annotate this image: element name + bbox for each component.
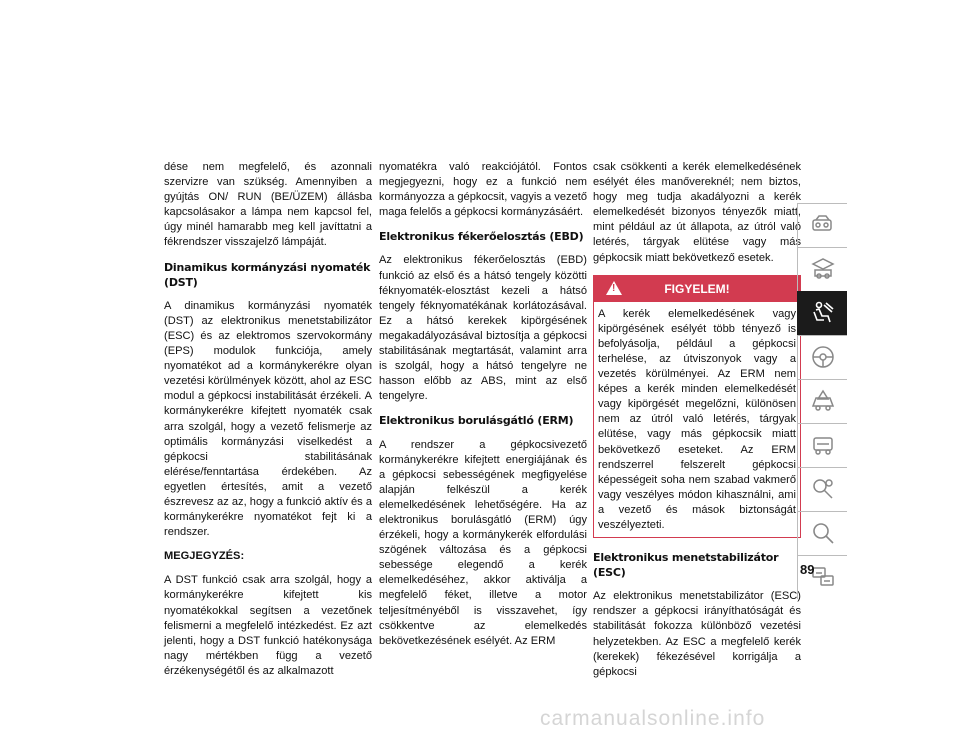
warning-title: FIGYELEM!: [664, 281, 730, 296]
note-text: A DST funkció csak arra szolgál, hogy a kormánykerékre kifejtett kis nyomatékokkal segítsen a vezetőnek felismerni a megfelelő intézkedést. Ez azt jelenti, hogy a DST funkció hatékonysága nagy mértékben függ a vezető érzékenységétől és az alkalmazott: [164, 574, 372, 677]
tab-index[interactable]: [797, 511, 847, 555]
warning-box: [593, 275, 801, 538]
seat-safety-icon: [810, 300, 836, 326]
paragraph: Az elektronikus fékerőelosztás (EBD) funkció az első és a hátsó tengely közötti féknyomaték-elosztást kezeli a hátsó tengely féknyomatékának korlátozásával. Ez a hátsó kerekek kipörgésének megakadályozásával biztosítja a gépkocsi stabilitásának megtartását, valamint arra is szolgál, hogy a hátsó tengelyre ne hasson előbb az ABS, mint az első tengelyre.: [379, 254, 587, 403]
paragraph: nyomatékra való reakciójától. Fontos megjegyezni, hogy ez a funkció nem kormányozza a gépkocsit, vagyis a vezető maga felelős a gépkocsi kormányzásáért.: [379, 161, 587, 219]
tab-dashboard[interactable]: [797, 203, 847, 247]
tab-service[interactable]: [797, 423, 847, 467]
paragraph: Az elektronikus menetstabilizátor (ESC) rendszer a gépkocsi irányíthatóságát és stabilitását fokozza különböző vezetési helyzetekben. Az ESC a megfelelő kerék (kerekek) fékezésével korrigálja a gépkocsi: [593, 590, 801, 678]
tab-safety[interactable]: [797, 291, 847, 335]
watermark: carmanualsonline.info: [540, 707, 766, 730]
car-warning-icon: [810, 388, 836, 414]
paragraph: A rendszer a gépkocsivezető kormánykerékre kifejtett energiájának és a gépkocsi sebességének megfigyelése alapján felkészül a kerék elemelkedésének lehetőségére. Ha az elektronikus borulásgátló (ERM) úgy érzékeli, hogy a kormánykerék elfordulási szögének változása és a gépkocsi sebessége elegendő a kerék elemelkedéséhez, akkor aktiválja a megfelelő féket, illetve a motor teljesítményéből is visszavehet, így csökkentve az elemelkedés bekövetkezésének esélyét. Az ERM: [379, 438, 587, 647]
section-heading-dst: Dinamikus kormányzási nyomaték (DST): [164, 260, 371, 289]
section-heading-esc: Elektronikus menetstabilizátor (ESC): [593, 551, 779, 580]
warning-text: A kerék elemelkedésének vagy kipörgésének esélyét több tényező is befolyásolja, például a gépkocsi terhelése, az útviszonyok vagy a vezetés körülményei. Az ERM nem képes a kerék minden elemelkedését vagy kipörgését megelőzni, különösen nem az útról való letérés, tárgyak elütése, vagy más gépkocsik miatt bekövetkező eseteket. Az ERM rendszerrel felszerelt gépkocsi képességeit soha nem szabad vakmerő vagy veszélyes módon kihasználni, ami a vezető és mások biztonságát veszélyezteti.: [598, 307, 796, 531]
text-column-2: [379, 160, 587, 658]
section-heading-ebd: Elektronikus fékerőelosztás (EBD): [379, 230, 584, 244]
tab-driving[interactable]: [797, 335, 847, 379]
tab-emergency[interactable]: [797, 379, 847, 423]
tab-info[interactable]: [797, 247, 847, 291]
page-number: 89: [800, 562, 815, 577]
paragraph: A dinamikus kormányzási nyomaték (DST) az elektronikus menetstabilizátor (ESC) és az elektromos szervokormány (EPS) modulok funkciója, amely nyomatékot ad a kormánykerékre olyan vezetési körülmények között, ahol az ESC modul a gépkocsi instabilitását érzékeli. A kormánykerékre kifejtett nyomaték csak arra szolgál, hogy a vezető felismerje az optimális kormányzási viselkedést a gépkocsi stabilitásának elérése/fenntartása érdekében. Az egyetlen értesítés, amit a vezető észrevesz az az, hogy a funkció aktív és a kormánykerékre nyomatékot fejt ki a rendszer.: [164, 299, 372, 539]
search-index-icon: [810, 520, 836, 546]
warning-triangle-icon: !: [606, 281, 622, 295]
warning-header: [594, 276, 800, 302]
note-title: MEGJEGYZÉS:: [164, 550, 245, 563]
paragraph: dése nem megfelelő, és azonnali szervizre van szükség. Amennyiben a gyújtás ON/ RUN (BE/ÜZEM) állásba kapcsolásakor a lámpa nem kapcsol fel, úgy minél hamarabb meg kell javíttatni a fékrendszer visszajelző lámpáját.: [164, 161, 372, 249]
paragraph: csak csökkenti a kerék elemelkedésének esélyét éles manővereknél; nem biztos, hogy meg tudja akadályozni a kerék elemelkedését bizonyos tényezők miatt, mint például az út állapota, az útról való letérés, tárgyak elütése vagy más gépkocsik miatt bekövetkező esetek.: [593, 161, 801, 264]
car-info-icon: [810, 256, 836, 282]
section-heading-erm: Elektronikus borulásgátló (ERM): [379, 414, 574, 428]
maintenance-icon: [810, 476, 836, 502]
car-service-icon: [810, 432, 836, 458]
chapter-tabs: [797, 203, 847, 599]
text-column-3: [593, 160, 801, 689]
steering-wheel-icon: [810, 344, 836, 370]
tab-maintenance[interactable]: [797, 467, 847, 511]
car-dashboard-icon: [810, 212, 836, 238]
text-column-1: [164, 160, 372, 688]
